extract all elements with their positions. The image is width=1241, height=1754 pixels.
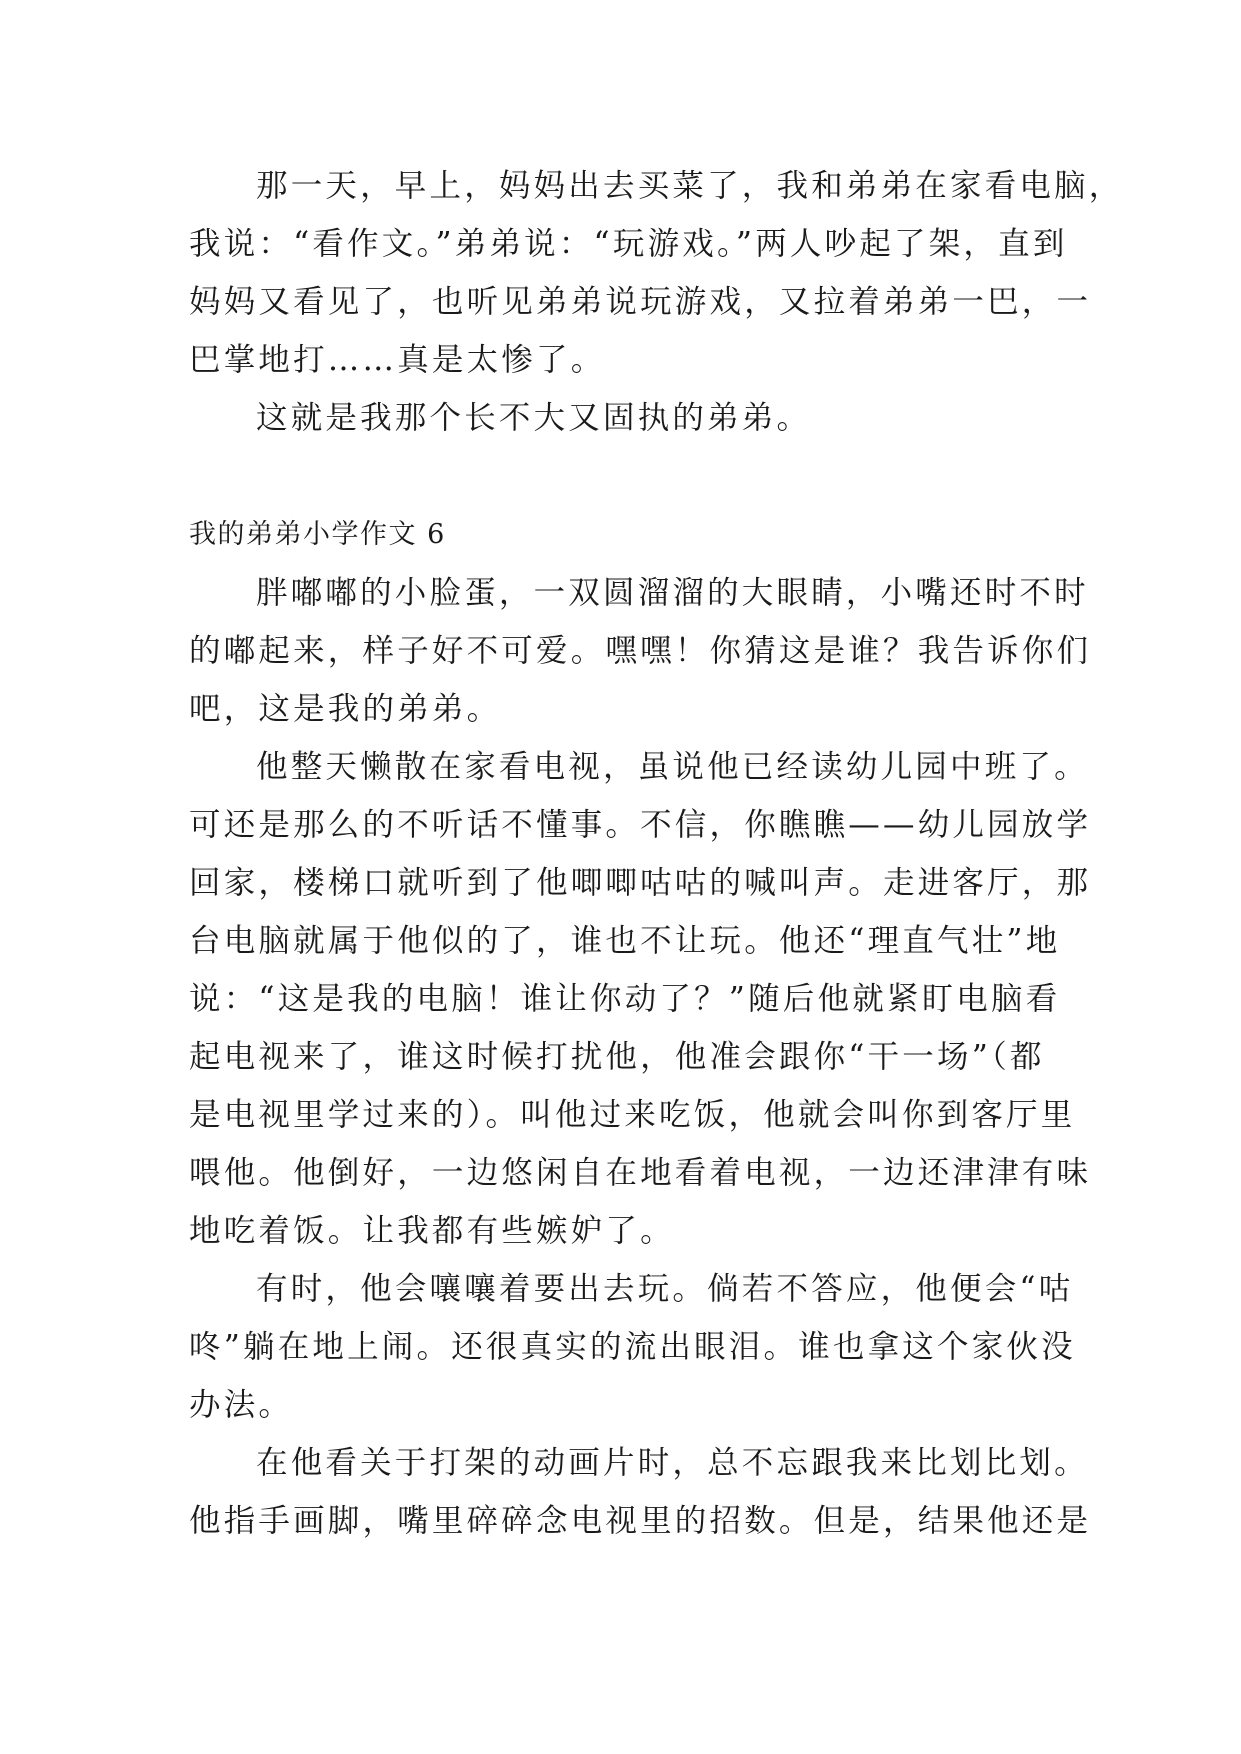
paragraph-line: 胖嘟嘟的小脸蛋，一双圆溜溜的大眼睛，小嘴还时不时 bbox=[256, 575, 1089, 611]
paragraph-line: 喂他。他倒好，一边悠闲自在地看着电视，一边还津津有味 bbox=[189, 1155, 1092, 1191]
paragraph-line: 说：“这是我的电脑！谁让你动了？”随后他就紧盯电脑看 bbox=[189, 981, 1061, 1017]
paragraph-line: 吧，这是我的弟弟。 bbox=[189, 691, 502, 727]
paragraph-line: 有时，他会嚷嚷着要出去玩。倘若不答应，他便会“咕 bbox=[256, 1271, 1074, 1307]
paragraph-line: 他整天懒散在家看电视，虽说他已经读幼儿园中班了。 bbox=[256, 749, 1089, 785]
paragraph-line: 妈妈又看见了，也听见弟弟说玩游戏，又拉着弟弟一巴，一 bbox=[189, 284, 1092, 320]
document-page bbox=[189, 0, 1124, 1754]
paragraph-line: 起电视来了，谁这时候打扰他，他准会跟你“干一场”（都 bbox=[189, 1039, 1045, 1075]
paragraph-line: 咚”躺在地上闹。还很真实的流出眼泪。谁也拿这个家伙没 bbox=[189, 1329, 1076, 1365]
paragraph-line: 他指手画脚，嘴里碎碎念电视里的招数。但是，结果他还是 bbox=[189, 1503, 1092, 1539]
paragraph-line: 台电脑就属于他似的了，谁也不让玩。他还“理直气壮”地 bbox=[189, 923, 1061, 959]
paragraph-line: 办法。 bbox=[189, 1387, 294, 1423]
paragraph-line: 回家，楼梯口就听到了他唧唧咕咕的喊叫声。走进客厅，那 bbox=[189, 865, 1092, 901]
paragraph-line: 这就是我那个长不大又固执的弟弟。 bbox=[256, 400, 812, 436]
paragraph-line: 巴掌地打……真是太惨了。 bbox=[189, 342, 606, 378]
section-heading: 我的弟弟小学作文 6 bbox=[189, 519, 446, 550]
paragraph-line: 那一天，早上，妈妈出去买菜了，我和弟弟在家看电脑， bbox=[256, 168, 1124, 204]
paragraph-line: 我说：“看作文。”弟弟说：“玩游戏。”两人吵起了架，直到 bbox=[189, 226, 1068, 262]
paragraph-line: 地吃着饭。让我都有些嫉妒了。 bbox=[189, 1213, 675, 1249]
paragraph-line: 的嘟起来，样子好不可爱。嘿嘿！你猜这是谁？我告诉你们 bbox=[189, 633, 1092, 669]
paragraph-line: 可还是那么的不听话不懂事。不信，你瞧瞧——幼儿园放学 bbox=[189, 807, 1092, 843]
paragraph-line: 是电视里学过来的）。叫他过来吃饭，他就会叫你到客厅里 bbox=[189, 1097, 1076, 1133]
paragraph-line: 在他看关于打架的动画片时，总不忘跟我来比划比划。 bbox=[256, 1445, 1089, 1481]
